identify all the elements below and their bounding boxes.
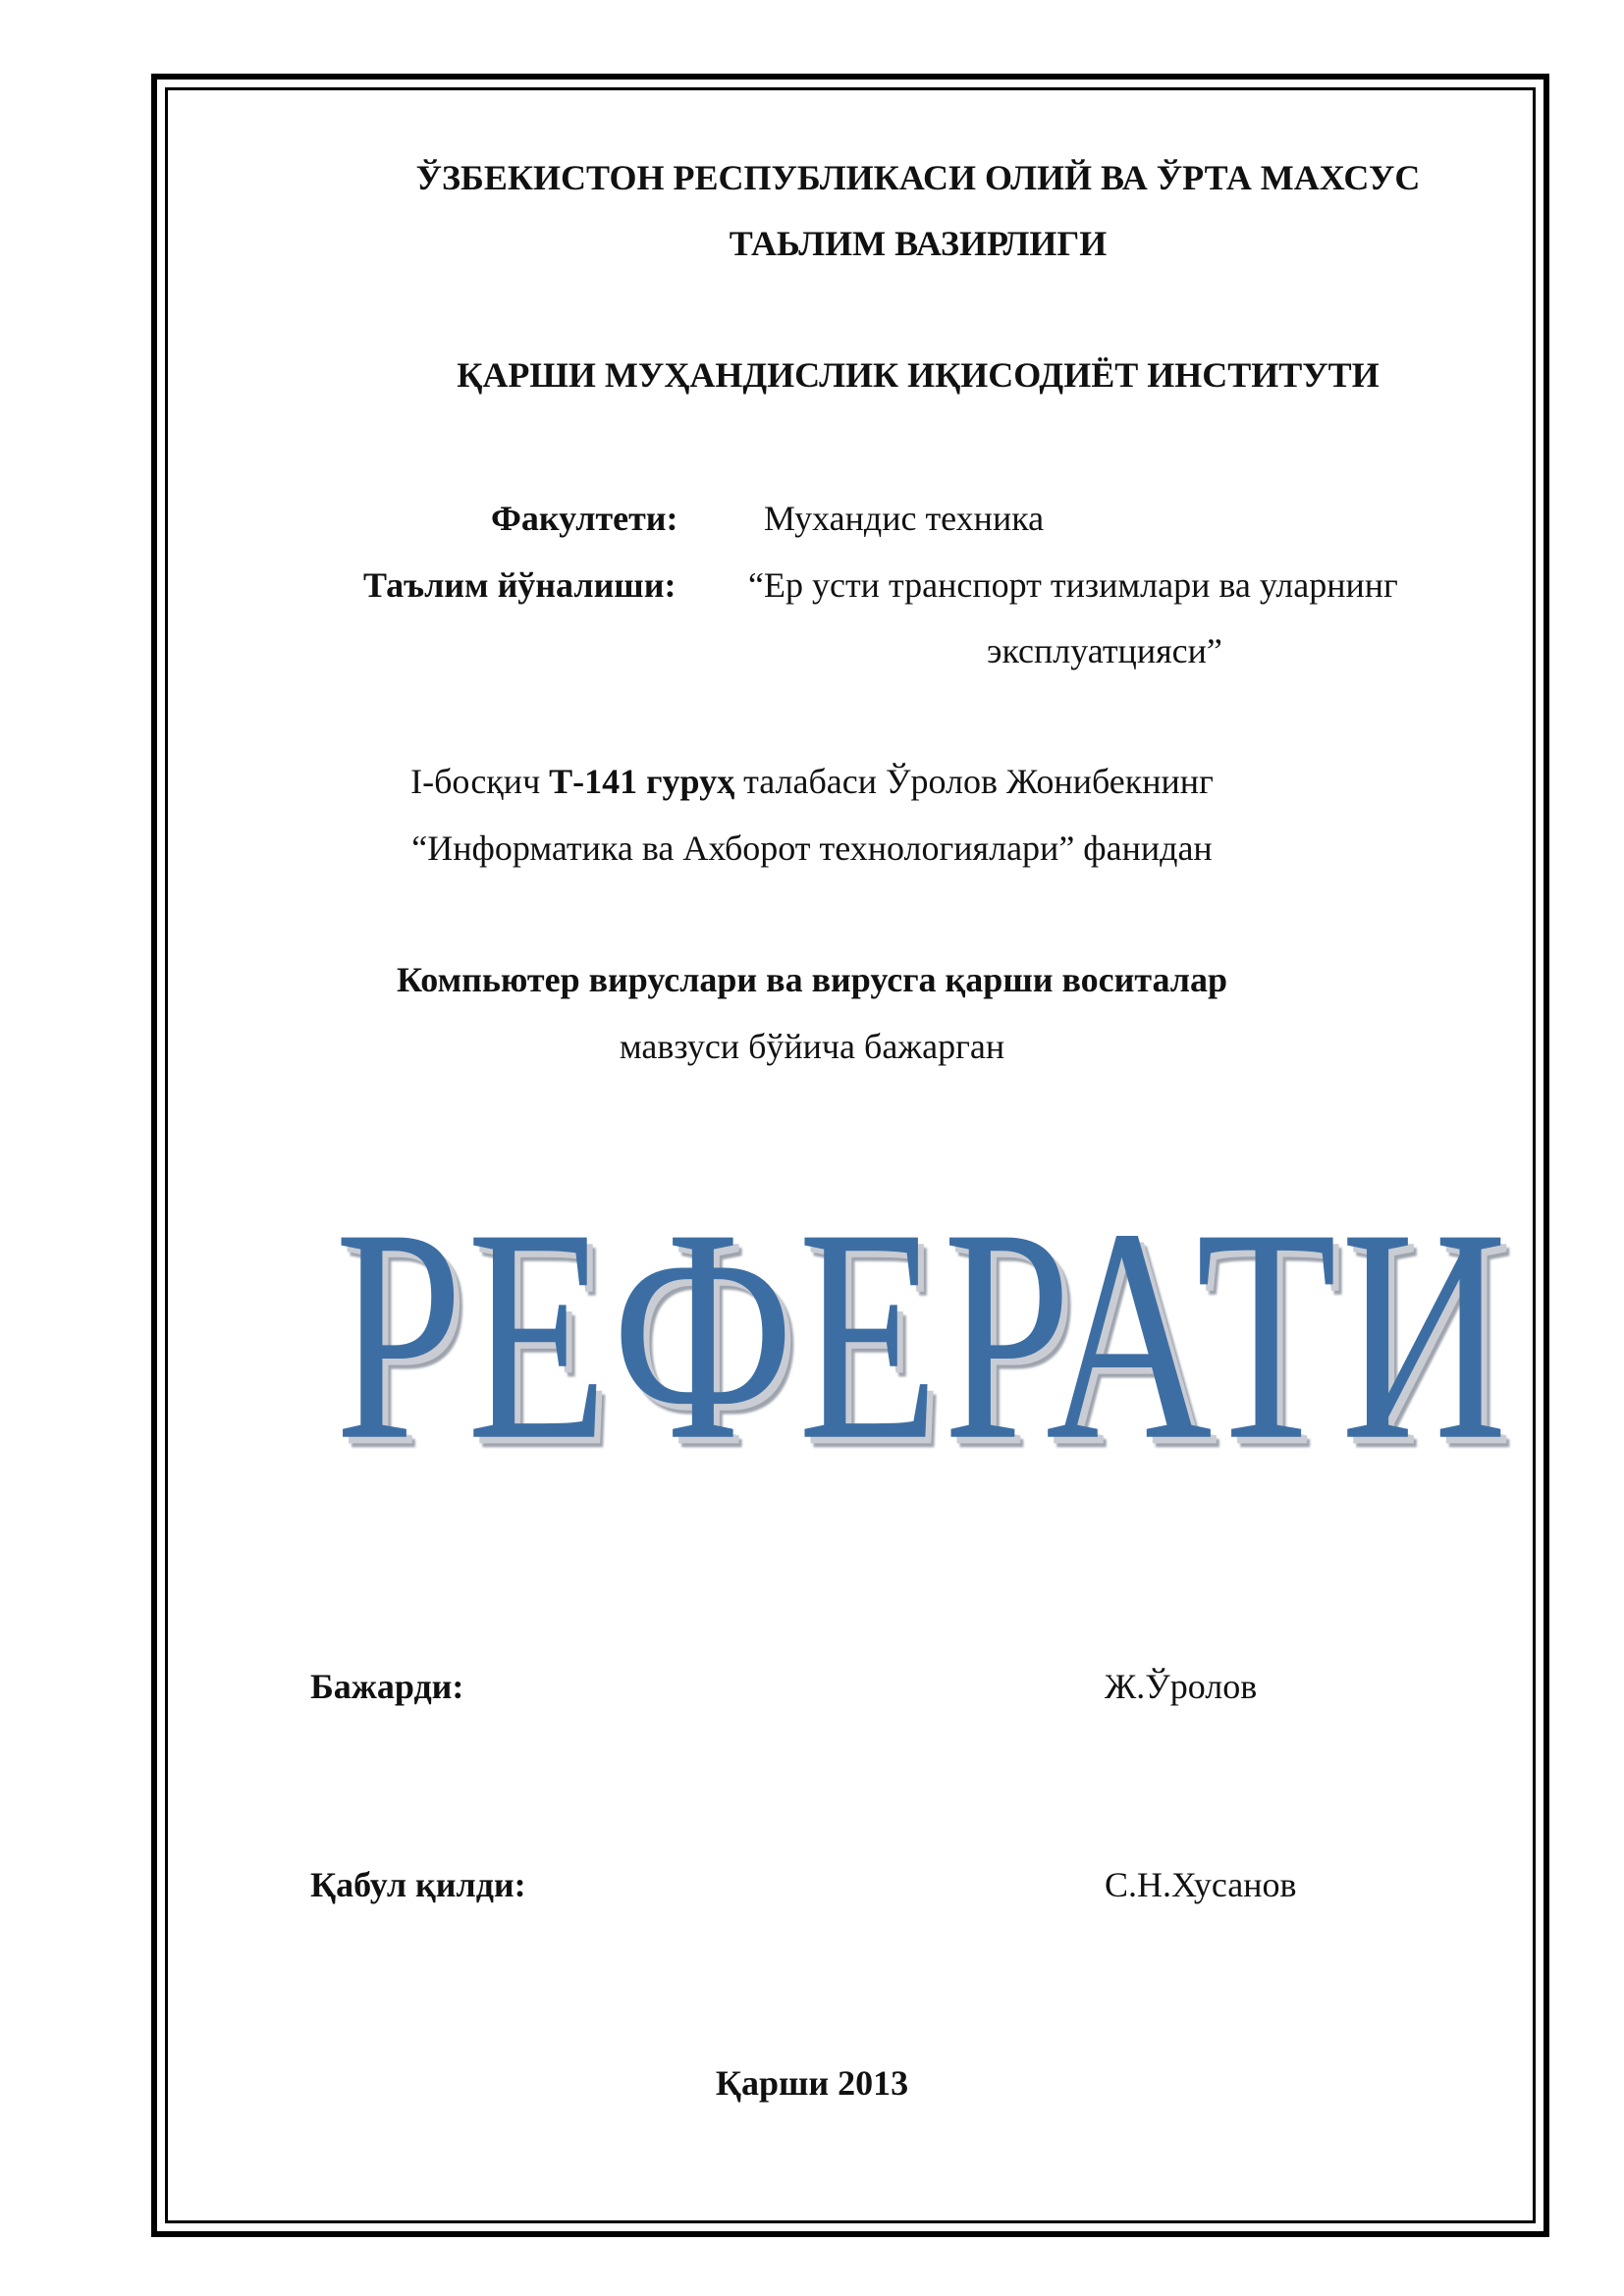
ministry-line-1: ЎЗБЕКИСТОН РЕСПУБЛИКАСИ ОЛИЙ ВА ЎРТА МАХСУС [415, 158, 1421, 197]
stage-text: I-босқич [410, 762, 541, 801]
done-name: Ж.Ўролов [1105, 1667, 1258, 1706]
place-year: Қарши 2013 [715, 2063, 909, 2103]
faculty-value: Мухандис техника [764, 499, 1045, 538]
topic-title: Компьютер вируслари ва вирусга қарши воситалар [396, 960, 1228, 999]
student-line [0, 764, 1624, 799]
student-text: талабаси Ўролов Жонибекнинг [743, 762, 1214, 801]
faculty-label: Факултети: [491, 499, 678, 538]
accepted-name: С.Н.Хусанов [1105, 1865, 1297, 1904]
accepted-label: Қабул қилди: [310, 1865, 526, 1904]
group-text: Т-141 гуруҳ [549, 762, 735, 801]
done-label: Бажарди: [310, 1667, 464, 1706]
subject-line: “Информатика ва Ахборот технологиялари” фанидан [411, 828, 1213, 868]
direction-value-line-1: “Ер усти транспорт тизимлари ва уларнинг [748, 565, 1398, 605]
direction-label: Таълим йўналиши: [363, 565, 677, 605]
document-title: РЕФЕРАТИ [334, 1165, 1512, 1504]
institute-name: ҚАРШИ МУҲАНДИСЛИК ИҚИСОДИЁТ ИНСТИТУТИ [457, 355, 1380, 395]
ministry-line-2: ТАЬЛИМ ВАЗИРЛИГИ [729, 224, 1108, 263]
direction-value-line-2: эксплуатцияси” [987, 631, 1222, 670]
topic-subtitle: мавзуси бўйича бажарган [619, 1027, 1005, 1066]
